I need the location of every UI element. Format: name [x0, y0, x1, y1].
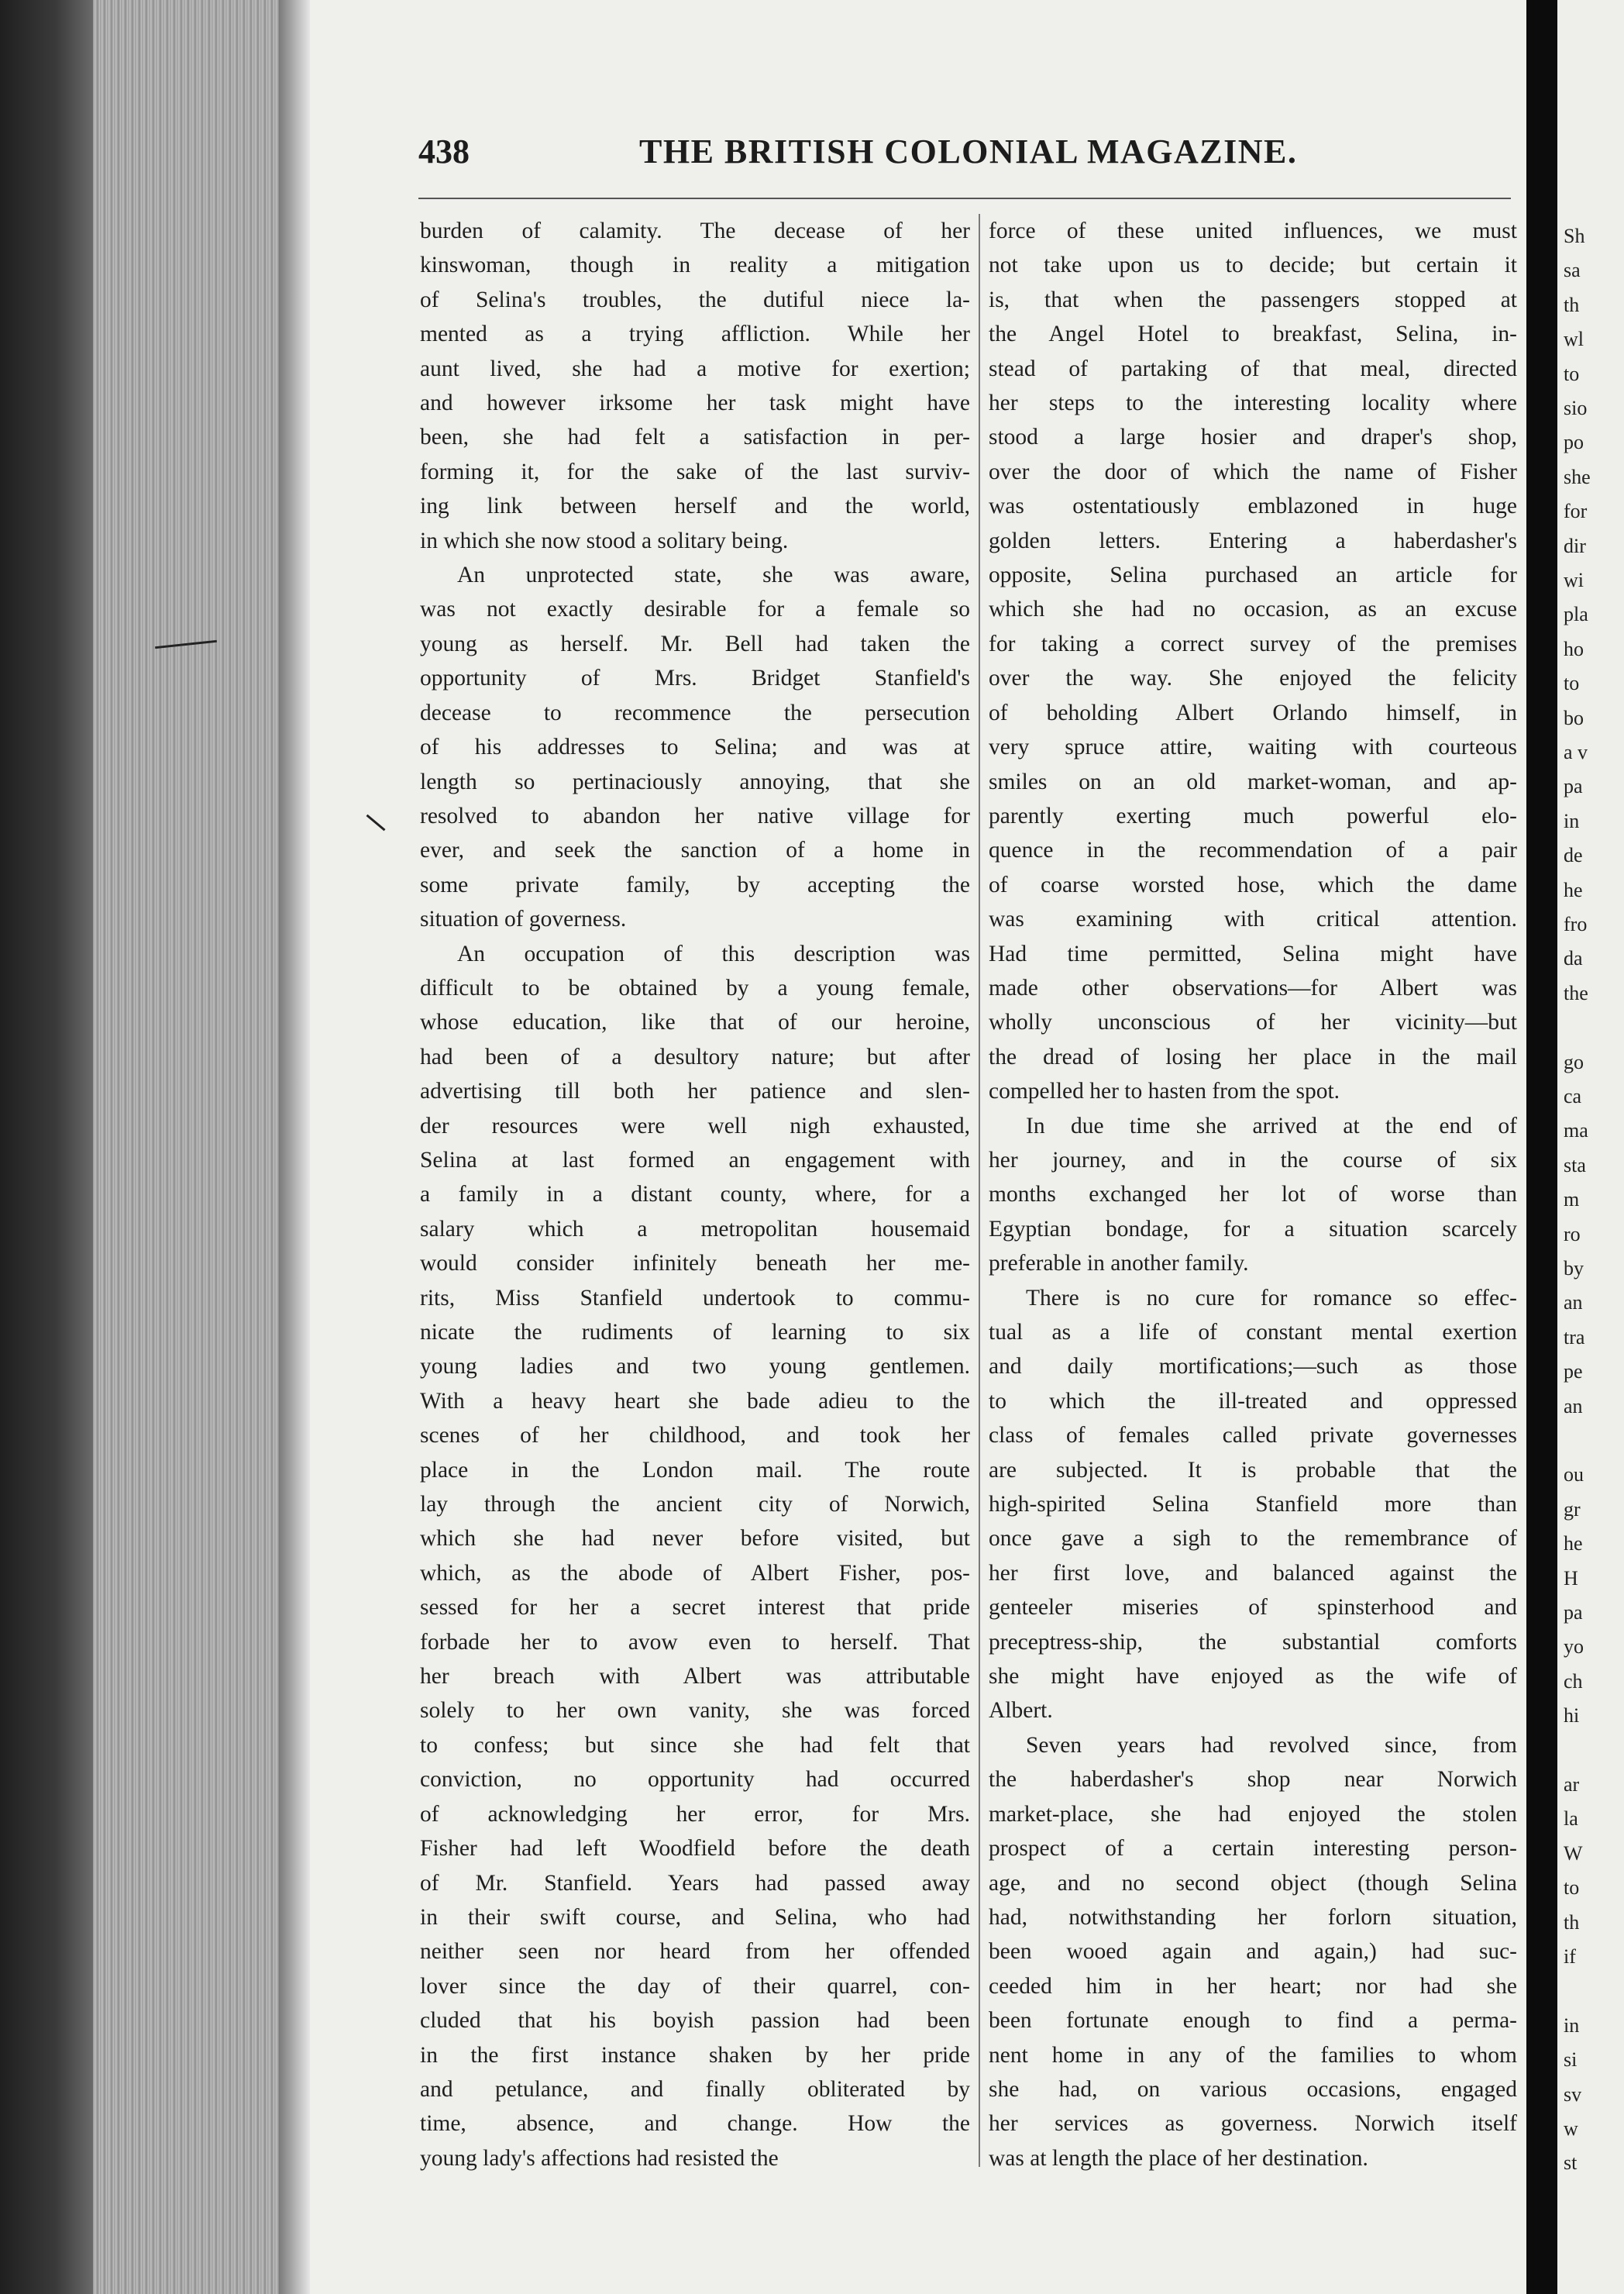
text-line: quence in the recommendation of a pair — [989, 838, 1517, 863]
next-page-text-fragment: ma — [1564, 1119, 1588, 1142]
text-line: lover since the day of their quarrel, con- — [420, 1973, 970, 1999]
next-page-text-fragment: ca — [1564, 1085, 1582, 1107]
text-line: young as herself. Mr. Bell had taken the — [420, 631, 970, 656]
text-line: forming it, for the sake of the last surviv- — [420, 459, 970, 484]
text-line: ever, and seek the sanction of a home in — [420, 838, 970, 863]
text-line: the Angel Hotel to breakfast, Selina, in- — [989, 322, 1517, 347]
next-page-text-fragment: sa — [1564, 259, 1581, 282]
text-line: wholly unconscious of her vicinity—but — [989, 1010, 1517, 1035]
text-line: An occupation of this description was — [457, 941, 970, 966]
next-page-text-fragment: ar — [1564, 1773, 1580, 1796]
text-line: With a heavy heart she bade adieu to the — [420, 1388, 970, 1414]
text-line: of Mr. Stanfield. Years had passed away — [420, 1870, 970, 1896]
next-page-text-fragment: a v — [1564, 741, 1588, 763]
next-page-text-fragment: he — [1564, 878, 1583, 901]
text-line: ceeded him in her heart; nor had she — [989, 1973, 1517, 1999]
next-page-text-fragment: ou — [1564, 1463, 1584, 1486]
text-line: which she had never before visited, but — [420, 1526, 970, 1552]
text-line: some private family, by accepting the — [420, 872, 970, 897]
text-line: cluded that his boyish passion had been — [420, 2008, 970, 2034]
next-page-text-fragment: in — [1564, 809, 1580, 832]
text-line: Seven years had revolved since, from — [1026, 1732, 1517, 1758]
text-line: her steps to the interesting locality where — [989, 391, 1517, 416]
running-header — [418, 132, 1511, 178]
next-page-text-fragment: for — [1564, 500, 1588, 523]
text-line: parently exerting much powerful elo- — [989, 803, 1517, 828]
text-line: Albert. — [989, 1698, 1053, 1724]
text-line: months exchanged her lot of worse than — [989, 1182, 1517, 1207]
text-line: young ladies and two young gentlemen. — [420, 1354, 970, 1380]
text-line: Selina at last formed an engagement with — [420, 1147, 970, 1173]
text-line: was ostentatiously emblazoned in huge — [989, 494, 1517, 519]
stacked-page-edges — [93, 0, 279, 2294]
next-page-text-fragment: to — [1564, 1876, 1580, 1900]
text-line: was at length the place of her destination. — [989, 2145, 1368, 2171]
text-line: made other observations—for Albert was — [989, 975, 1517, 1001]
next-page-text-fragment: sv — [1564, 2082, 1582, 2106]
next-page-text-fragment: the — [1564, 981, 1588, 1004]
text-line: and daily mortifications;—such as those — [989, 1354, 1517, 1380]
next-page-text-fragment: gr — [1564, 1497, 1581, 1521]
text-line: Egyptian bondage, for a situation scarcely — [989, 1216, 1517, 1242]
next-page-text-fragment: po — [1564, 431, 1584, 454]
text-line: over the door of which the name of Fisher — [989, 459, 1517, 484]
next-page-text-fragment: m — [1564, 1188, 1580, 1211]
text-line: burden of calamity. The decease of her — [420, 219, 970, 243]
next-page-text-fragment: ho — [1564, 637, 1584, 660]
next-page-text-fragment: hi — [1564, 1704, 1580, 1727]
next-page-text-fragment: da — [1564, 947, 1583, 970]
text-line: decease to recommence the persecution — [420, 700, 970, 725]
text-line: her breach with Albert was attributable — [420, 1664, 970, 1690]
text-line: class of females called private governesses — [989, 1423, 1517, 1448]
text-line: her services as governess. Norwich itself — [989, 2111, 1517, 2137]
next-page-text-fragment: ch — [1564, 1669, 1583, 1693]
text-line: high-spirited Selina Stanfield more than — [989, 1492, 1517, 1517]
next-page-text-fragment: an — [1564, 1291, 1583, 1314]
next-page-text-fragment: if — [1564, 1945, 1576, 1968]
text-line: her first love, and balanced against the — [989, 1560, 1517, 1586]
text-line: place in the London mail. The route — [420, 1457, 970, 1483]
text-line: preceptress-ship, the substantial comforts — [989, 1629, 1517, 1655]
text-line: the dread of losing her place in the mail — [989, 1044, 1517, 1070]
text-line: der resources were well nigh exhausted, — [420, 1113, 970, 1138]
next-page-text-fragment: dir — [1564, 534, 1586, 557]
text-line: been, she had felt a satisfaction in per- — [420, 425, 970, 450]
text-line: tual as a life of constant mental exertion — [989, 1320, 1517, 1345]
text-line: in which she now stood a solitary being. — [420, 528, 789, 553]
next-page-text-fragment: in — [1564, 2013, 1580, 2037]
text-line: nicate the rudiments of learning to six — [420, 1320, 970, 1345]
text-line: length so pertinaciously annoying, that she — [420, 769, 970, 794]
text-line: solely to her own vanity, she was forced — [420, 1698, 970, 1724]
next-page-text-fragment: go — [1564, 1050, 1584, 1073]
text-line: was examining with critical attention. — [989, 907, 1517, 932]
text-line: which, as the abode of Albert Fisher, pos- — [420, 1560, 970, 1586]
text-line: was not exactly desirable for a female so — [420, 597, 970, 622]
next-page-text-fragment: st — [1564, 2151, 1578, 2175]
next-page-text-fragment: si — [1564, 2048, 1578, 2072]
text-line: advertising till both her patience and slen- — [420, 1079, 970, 1104]
text-line: stood a large hosier and draper's shop, — [989, 425, 1517, 450]
column-divider — [979, 214, 980, 2167]
text-line: for taking a correct survey of the premises — [989, 631, 1517, 656]
text-line: opportunity of Mrs. Bridget Stanfield's — [420, 666, 970, 691]
next-page-text-fragment: to — [1564, 362, 1580, 385]
page-gutter — [279, 0, 310, 2294]
text-line: forbade her to avow even to herself. That — [420, 1629, 970, 1655]
next-page-text-fragment: to — [1564, 672, 1580, 695]
next-page-text-fragment: pla — [1564, 603, 1588, 626]
text-line: had, notwithstanding her forlorn situation, — [989, 1904, 1517, 1930]
text-line: had been of a desultory nature; but after — [420, 1044, 970, 1070]
next-page-text-fragment: th — [1564, 293, 1580, 316]
text-line: in their swift course, and Selina, who had — [420, 1904, 970, 1930]
text-line: been wooed again and again,) had suc- — [989, 1939, 1517, 1965]
next-page-text-fragment: sio — [1564, 397, 1588, 419]
text-line: aunt lived, she had a motive for exertion; — [420, 356, 970, 381]
text-line: nent home in any of the families to whom — [989, 2042, 1517, 2068]
next-page-text-fragment: la — [1564, 1807, 1578, 1831]
next-page-fragment — [1557, 0, 1624, 2294]
text-line: a family in a distant county, where, for a — [420, 1182, 970, 1207]
text-line: are subjected. It is probable that the — [989, 1457, 1517, 1483]
text-line: once gave a sigh to the remembrance of — [989, 1526, 1517, 1552]
text-line: she might have enjoyed as the wife of — [989, 1664, 1517, 1690]
text-line: Fisher had left Woodfield before the death — [420, 1836, 970, 1862]
running-title: THE BRITISH COLONIAL MAGAZINE. — [639, 133, 1298, 170]
text-line: conviction, no opportunity had occurred — [420, 1767, 970, 1793]
text-line: In due time she arrived at the end of — [1026, 1113, 1517, 1138]
text-line: would consider infinitely beneath her me- — [420, 1251, 970, 1276]
text-line: force of these united influences, we must — [989, 219, 1517, 243]
text-line: rits, Miss Stanfield undertook to commu- — [420, 1285, 970, 1311]
text-line: resolved to abandon her native village for — [420, 803, 970, 828]
text-line: been fortunate enough to find a perma- — [989, 2008, 1517, 2034]
text-line: time, absence, and change. How the — [420, 2111, 970, 2137]
book-left-edge — [0, 0, 93, 2294]
next-page-text-fragment: bo — [1564, 706, 1584, 729]
next-page-text-fragment: Sh — [1564, 225, 1585, 247]
next-page-text-fragment: she — [1564, 465, 1591, 488]
text-line: of his addresses to Selina; and was at — [420, 735, 970, 760]
text-line: mented as a trying affliction. While her — [420, 322, 970, 347]
next-page-text-fragment: th — [1564, 1910, 1580, 1934]
next-page-text-fragment: wi — [1564, 569, 1584, 591]
next-page-text-fragment: w — [1564, 2117, 1578, 2140]
text-line: over the way. She enjoyed the felicity — [989, 666, 1517, 691]
text-line: situation of governess. — [420, 907, 627, 932]
text-line: genteeler miseries of spinsterhood and — [989, 1595, 1517, 1621]
next-page-text-fragment: sta — [1564, 1153, 1586, 1176]
text-line: neither seen nor heard from her offended — [420, 1939, 970, 1965]
text-line: of Selina's troubles, the dutiful niece la- — [420, 287, 970, 312]
text-line: she had, on various occasions, engaged — [989, 2076, 1517, 2102]
left-text-column — [420, 214, 970, 2175]
text-line: her journey, and in the course of six — [989, 1147, 1517, 1173]
text-line: salary which a metropolitan housemaid — [420, 1216, 970, 1242]
text-line: ing link between herself and the world, — [420, 494, 970, 519]
text-line: Had time permitted, Selina might have — [989, 941, 1517, 966]
next-page-text-fragment: pe — [1564, 1360, 1583, 1383]
next-page-text-fragment: H — [1564, 1566, 1578, 1590]
book-spine-shadow — [1526, 0, 1557, 2294]
text-line: of beholding Albert Orlando himself, in — [989, 700, 1517, 725]
text-line: young lady's affections had resisted the — [420, 2145, 779, 2171]
text-line: very spruce attire, waiting with courteous — [989, 735, 1517, 760]
text-line: compelled her to hasten from the spot. — [989, 1079, 1340, 1104]
next-page-text-fragment: he — [1564, 1532, 1583, 1555]
text-line: whose education, like that of our heroine, — [420, 1010, 970, 1035]
next-page-text-fragment: de — [1564, 844, 1583, 867]
next-page-text-fragment: tra — [1564, 1325, 1585, 1348]
next-page-text-fragment: W — [1564, 1841, 1583, 1865]
next-page-text-fragment: by — [1564, 1257, 1584, 1280]
text-line: sessed for her a secret interest that pride — [420, 1595, 970, 1621]
text-line: lay through the ancient city of Norwich, — [420, 1492, 970, 1517]
text-line: smiles on an old market-woman, and ap- — [989, 769, 1517, 794]
next-page-text-fragment: an — [1564, 1394, 1583, 1417]
text-line: preferable in another family. — [989, 1251, 1249, 1276]
text-line: which she had no occasion, as an excuse — [989, 597, 1517, 622]
text-line: prospect of a certain interesting person- — [989, 1836, 1517, 1862]
text-line: kinswoman, though in reality a mitigation — [420, 253, 970, 278]
text-line: the haberdasher's shop near Norwich — [989, 1767, 1517, 1793]
text-line: stead of partaking of that meal, directed — [989, 356, 1517, 381]
text-line: scenes of her childhood, and took her — [420, 1423, 970, 1448]
text-line: There is no cure for romance so effec- — [1026, 1285, 1517, 1311]
next-page-text-fragment: ro — [1564, 1222, 1581, 1245]
text-line: golden letters. Entering a haberdasher's — [989, 528, 1517, 553]
text-line: of coarse worsted hose, which the dame — [989, 872, 1517, 897]
text-line: of acknowledging her error, for Mrs. — [420, 1801, 970, 1827]
text-line: and however irksome her task might have — [420, 391, 970, 416]
next-page-text-fragment: yo — [1564, 1635, 1584, 1658]
text-line: age, and no second object (though Selina — [989, 1870, 1517, 1896]
text-line: to confess; but since she had felt that — [420, 1732, 970, 1758]
text-line: market-place, she had enjoyed the stolen — [989, 1801, 1517, 1827]
right-text-column — [989, 214, 1517, 2175]
next-page-text-fragment: wl — [1564, 328, 1584, 351]
text-line: is, that when the passengers stopped at — [989, 287, 1517, 312]
page-number: 438 — [418, 133, 470, 170]
header-rule — [418, 198, 1511, 199]
text-line: and petulance, and finally obliterated by — [420, 2076, 970, 2102]
text-line: difficult to be obtained by a young female, — [420, 975, 970, 1001]
next-page-text-fragment: pa — [1564, 1601, 1583, 1624]
text-line: not take upon us to decide; but certain it — [989, 253, 1517, 278]
next-page-text-fragment: fro — [1564, 913, 1588, 935]
text-line: in the first instance shaken by her pride — [420, 2042, 970, 2068]
next-page-text-fragment: pa — [1564, 775, 1583, 798]
text-line: to which the ill-treated and oppressed — [989, 1388, 1517, 1414]
text-line: opposite, Selina purchased an article for — [989, 563, 1517, 588]
text-line: An unprotected state, she was aware, — [457, 563, 970, 588]
